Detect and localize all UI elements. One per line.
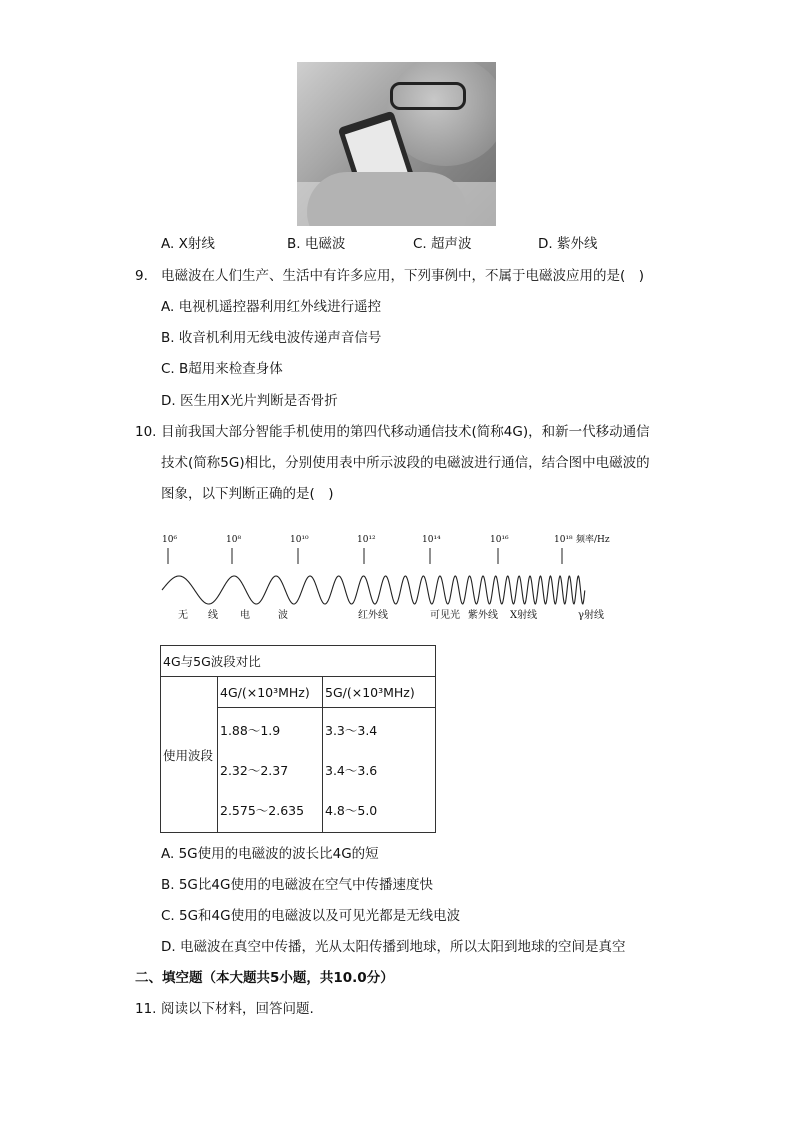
band-xray: X射线 xyxy=(510,610,538,621)
q8-option-c: C. 超声波 xyxy=(413,236,472,252)
table-cell-5g-2: 3.4～3.6 xyxy=(325,763,378,778)
table-cell-4g-3: 2.575～2.635 xyxy=(220,803,305,818)
phone-user-photo xyxy=(297,62,496,226)
q8-option-a: A. X射线 xyxy=(161,236,215,252)
band-radio-2: 线 xyxy=(208,610,218,621)
q10-stem-line-1: 目前我国大部分智能手机使用的第四代移动通信技术(简称4G)，和新一代移动通信 xyxy=(161,424,650,440)
q10-stem-line-3: 图象，以下判断正确的是( ) xyxy=(161,486,334,502)
tick-label-1e18: 10¹⁸ xyxy=(554,535,573,545)
q10-number: 10. xyxy=(135,424,157,440)
q10-option-c: C. 5G和4G使用的电磁波以及可见光都是无线电波 xyxy=(161,908,461,924)
table-title: 4G与5G波段对比 xyxy=(161,646,436,677)
tick-label-1e10: 10¹⁰ xyxy=(290,535,309,545)
q10-option-d: D. 电磁波在真空中传播，光从太阳传播到地球，所以太阳到地球的空间是真空 xyxy=(161,939,626,955)
table-values-4g xyxy=(218,708,323,833)
q10-stem-line-2: 技术(简称5G)相比，分别使用表中所示波段的电磁波进行通信，结合图中电磁波的 xyxy=(161,455,650,471)
band-radio-3: 电 xyxy=(240,610,250,621)
q9-option-a: A. 电视机遥控器利用红外线进行遥控 xyxy=(161,299,382,315)
q8-option-b: B. 电磁波 xyxy=(287,236,346,252)
photo-glasses xyxy=(390,82,466,110)
tick-label-1e16: 10¹⁶ xyxy=(490,535,509,545)
q11-stem: 阅读以下材料，回答问题. xyxy=(161,1001,314,1017)
q10-option-b: B. 5G比4G使用的电磁波在空气中传播速度快 xyxy=(161,877,433,893)
q9-stem: 电磁波在人们生产、生活中有许多应用，下列事例中，不属于电磁波应用的是( ) xyxy=(161,268,645,284)
q9-number: 9. xyxy=(135,268,148,284)
band-ultraviolet: 紫外线 xyxy=(468,610,498,621)
em-spectrum-diagram xyxy=(160,528,620,628)
q9-option-c: C. B超用来检查身体 xyxy=(161,361,283,377)
tick-label-1e12: 10¹² xyxy=(357,535,376,545)
table-cell-4g-1: 1.88～1.9 xyxy=(220,723,281,738)
band-gamma: γ射线 xyxy=(578,610,604,621)
q9-option-b: B. 收音机利用无线电波传递声音信号 xyxy=(161,330,382,346)
band-infrared: 红外线 xyxy=(358,610,388,621)
band-visible: 可见光 xyxy=(430,610,460,621)
table-cell-4g-2: 2.32～2.37 xyxy=(220,763,289,778)
tick-label-1e6: 10⁶ xyxy=(162,535,178,545)
tick-label-1e14: 10¹⁴ xyxy=(422,535,441,545)
em-wave-curve xyxy=(162,576,585,604)
table-header-4g: 4G/(×10³MHz) xyxy=(218,677,323,708)
band-comparison-table xyxy=(160,645,436,833)
table-cell-5g-3: 4.8～5.0 xyxy=(325,803,378,818)
q10-option-a: A. 5G使用的电磁波的波长比4G的短 xyxy=(161,846,379,862)
table-header-5g: 5G/(×10³MHz) xyxy=(323,677,436,708)
table-row-label: 使用波段 xyxy=(161,677,218,833)
table-cell-5g-1: 3.3～3.4 xyxy=(325,723,378,738)
q8-option-d: D. 紫外线 xyxy=(538,236,598,252)
q9-option-d: D. 医生用X光片判断是否骨折 xyxy=(161,393,338,409)
band-radio-4: 波 xyxy=(278,610,288,621)
table-values-5g xyxy=(323,708,436,833)
photo-hand xyxy=(307,172,467,226)
band-radio-1: 无 xyxy=(178,610,188,621)
freq-axis-label: 频率/Hz xyxy=(576,535,610,545)
tick-label-1e8: 10⁸ xyxy=(226,535,242,545)
section-2-title: 二、填空题（本大题共5小题，共10.0分） xyxy=(135,970,394,986)
q11-number: 11. xyxy=(135,1001,157,1017)
